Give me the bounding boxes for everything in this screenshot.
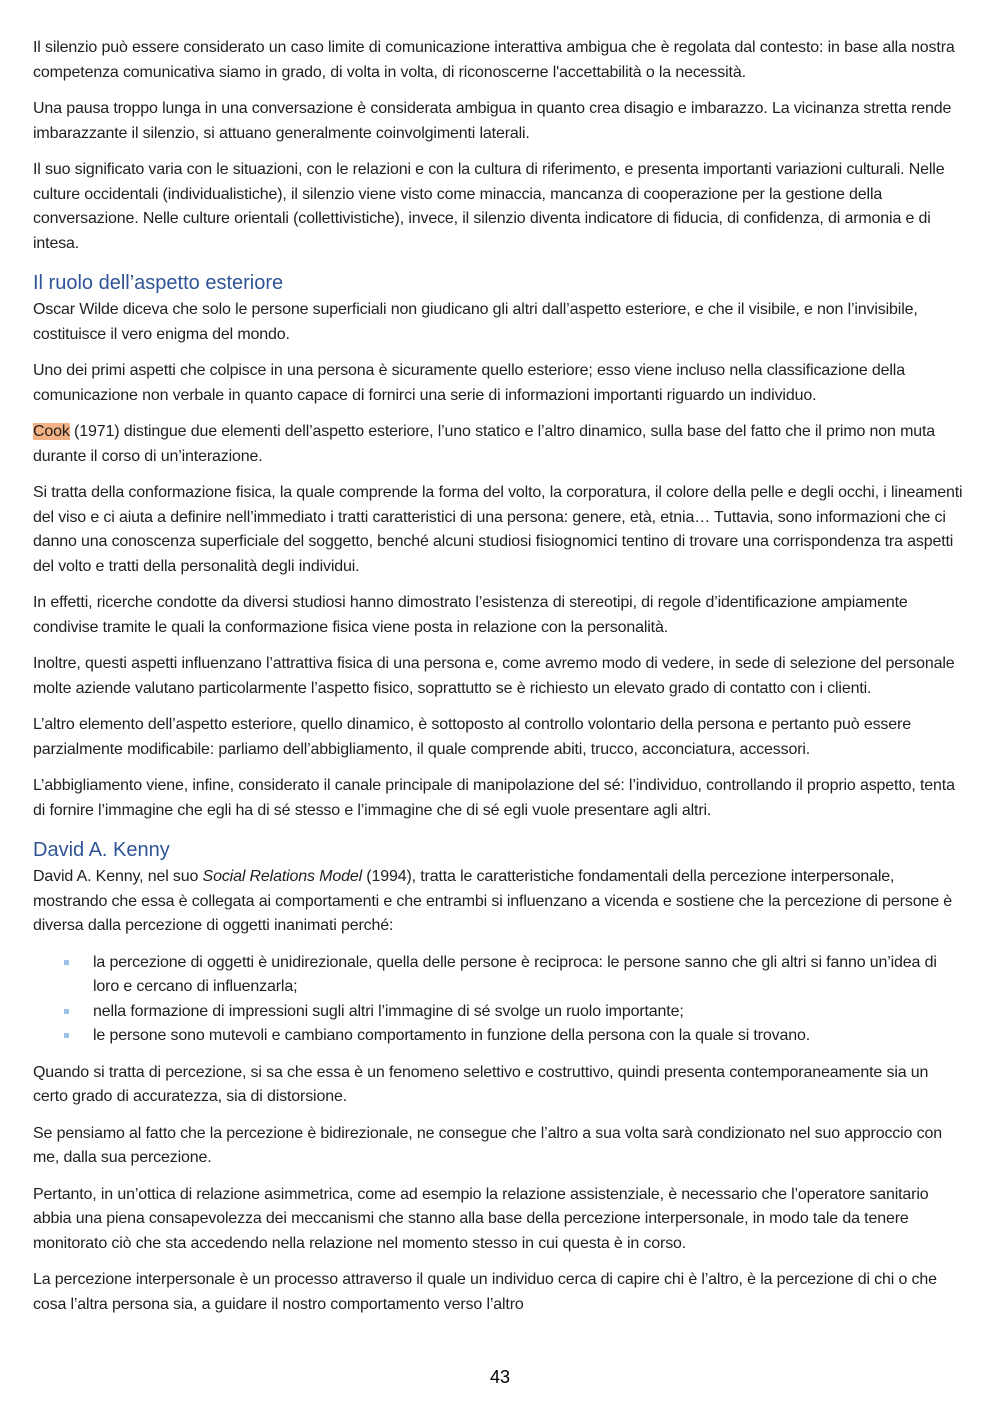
paragraph-asymmetric-relation: Pertanto, in un’ottica di relazione asimmetrica, come ad esempio la relazione assistenziale, è necessario che l’operatore sanitario abbia una piena consapevolezza dei meccanismi che stanno alla base della percezione interpersonale, in modo tale da tenere monitorato ciò che sta accedendo nella relazione nel momento stesso in cui questa è in corso. (33, 1185, 929, 1252)
paragraph-social-relations-model (33, 865, 967, 939)
list-item: la percezione di oggetti è unidirezionale, quella delle persone è reciproca: le persone sanno che gli altri si fanno un’idea di loro e cercano di influenzarla; (93, 951, 967, 1000)
paragraph-silence-ambiguity: Il silenzio può essere considerato un caso limite di comunicazione interattiva ambigua che è regolata dal contesto: in base alla nostra competenza comunicativa siamo in grado, di volta in volta, di riconoscerne l'accettabilità o la necessità. (33, 39, 955, 81)
model-title: Social Relations Model (202, 868, 362, 885)
paragraph-oscar-wilde: Oscar Wilde diceva che solo le persone superficiali non giudicano gli altri dall’aspetto esteriore, e che il visibile, e non l’invisibile, costituisce il vero enigma del mondo. (33, 301, 918, 343)
bullet-list (33, 951, 967, 1049)
paragraph-physical-attractiveness: Inoltre, questi aspetti influenzano l’attrattiva fisica di una persona e, come avremo modo di vedere, in sede di selezione del personale molte aziende valutano particolarmente l’aspetto fisico, soprattutto se è richiesto un elevato grado di contatto con i clienti. (33, 655, 955, 697)
paragraph-kenny-intro: David A. Kenny, nel suo (33, 868, 203, 885)
section-heading-kenny: David A. Kenny (33, 839, 170, 861)
list-item: nella formazione di impressioni sugli altri l’immagine di sé svolge un ruolo importante; (93, 1000, 967, 1025)
paragraph-cultural-variations: Il suo significato varia con le situazioni, con le relazioni e con la cultura di riferimento, e presenta importanti variazioni culturali. Nelle culture occidentali (individualistiche), il silenzio viene visto come minaccia, mancanza di cooperazione per la gestione della conversazione. Nelle culture orientali (collettivistiche), invece, il silenzio diventa indicatore di fiducia, di confidenza, di armonia e di intesa. (33, 161, 945, 252)
paragraph-clothing: L’altro elemento dell’aspetto esteriore, quello dinamico, è sottoposto al controllo volontario della persona e pertanto può essere parzialmente modificabile: parliamo dell’abbigliamento, il quale comprende abiti, trucco, acconciatura, accessori. (33, 716, 911, 758)
paragraph-cook (33, 420, 967, 469)
paragraph-cook-text: (1971) distingue due elementi dell’aspetto esteriore, l’uno statico e l’altro dinamico, sulla base del fatto che il primo non muta durante il corso di un’interazione. (33, 423, 936, 465)
page-number: 43 (489, 1367, 511, 1387)
paragraph-interpersonal-perception: La percezione interpersonale è un processo attraverso il quale un individuo cerca di capire chi è l’altro, è la percezione di chi o che cosa l’altra persona sia, a guidare il nostro comportamento verso l’altro (33, 1271, 937, 1313)
paragraph-selective-perception: Quando si tratta di percezione, si sa che essa è un fenomeno selettivo e costruttivo, quindi presenta contemporaneamente sia un certo grado di accuratezza, sia di distorsione. (33, 1063, 929, 1105)
paragraph-pause: Una pausa troppo lunga in una conversazione è considerata ambigua in quanto crea disagio e imbarazzo. La vicinanza stretta rende imbarazzante il silenzio, si attuano generalmente coinvolgimenti laterali. (33, 100, 952, 142)
list-item: le persone sono mutevoli e cambiano comportamento in funzione della persona con la quale si trovano. (93, 1024, 967, 1049)
paragraph-self-manipulation: L’abbigliamento viene, infine, considerato il canale principale di manipolazione del sé: l’individuo, controllando il proprio aspetto, tenta di fornire l’immagine che egli ha di sé stesso e l’immagine che di sé egli vuole presentare agli altri. (33, 777, 955, 819)
paragraph-kenny-text: (1994), tratta le caratteristiche fondamentali della percezione interpersonale, mostrando che essa è collegata ai comportamenti e che entrambi si influenzano a vicenda e sostiene che la percezione di persone è diversa dalla percezione di oggetti inanimati perché: (33, 868, 952, 934)
paragraph-first-aspect: Uno dei primi aspetti che colpisce in una persona è sicuramente quello esteriore; esso viene incluso nella classificazione della comunicazione non verbale in quanto capace di fornirci una serie di informazioni importanti riguardo un individuo. (33, 362, 905, 404)
paragraph-stereotypes: In effetti, ricerche condotte da diversi studiosi hanno dimostrato l’esistenza di stereotipi, di regole d’identificazione ampiamente condivise tramite le quali la conformazione fisica viene posta in relazione con la personalità. (33, 594, 908, 636)
paragraph-bidirectional-perception: Se pensiamo al fatto che la percezione è bidirezionale, ne consegue che l’altro a sua volta sarà condizionato nel suo approccio con me, dalla sua percezione. (33, 1124, 942, 1166)
highlighted-citation: Cook (33, 423, 70, 440)
paragraph-physical-conformation: Si tratta della conformazione fisica, la quale comprende la forma del volto, la corporatura, il colore della pelle e degli occhi, i lineamenti del viso e ci aiuta a definire nell’immediato i tratti caratteristici di una persona: genere, età, etnia… Tuttavia, sono informazioni che ci danno una conoscenza superficiale del soggetto, benché alcuni studiosi fisiognomici tentino di trovare una corrispondenza tra aspetti del volto e tratti della personalità degli individui. (33, 484, 963, 575)
section-heading-outward-appearance: Il ruolo dell’aspetto esteriore (33, 272, 284, 294)
